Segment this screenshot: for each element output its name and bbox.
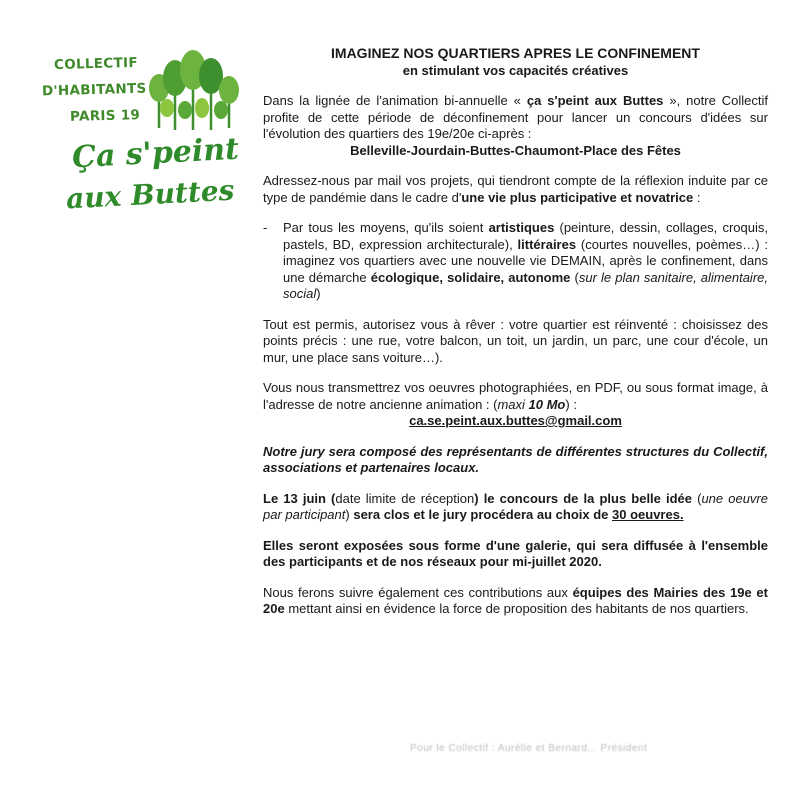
document-body — [263, 44, 768, 632]
bullet-t5: (courtes nouvelles, poèmes…) : imaginez vos quartiers avec une nouvelle vie DEMAIN, après le confinement, dans une démarche — [283, 236, 768, 285]
para4-text-a: Vous nous transmettrez vos oeuvres photographiées, en PDF, ou sous format image, à l'adresse de notre ancienne animation : ( — [263, 380, 768, 412]
logo-script-line2: aux Buttes — [65, 173, 236, 216]
bullet-scope: sur le plan sanitaire, alimentaire, social — [283, 269, 768, 301]
event-name: ça s'peint aux Buttes — [526, 93, 664, 108]
deadline-count: 30 oeuvres. — [612, 507, 684, 522]
bullet-literary: littéraires — [517, 236, 577, 252]
para2-text-a: Adressez-nous par mail vos projets, qui tiendront compte de la réflexion induite par ce type de pandémie dans le cadre d' — [263, 173, 768, 205]
mairies-teams: équipes des Mairies des 19e et 20e — [263, 584, 768, 616]
deadline-t5: ( — [692, 490, 702, 506]
bullet-t3: (peinture, dessin, collages, croquis, pastels, BD, expression architecturale), — [283, 220, 768, 252]
bullet-t1: Par tous les moyens, qu'ils soient — [283, 220, 489, 235]
bullet-t9: ) — [316, 286, 321, 301]
exhibition-paragraph — [263, 538, 768, 571]
deadline-t8: sera clos et le jury procédera au choix de — [353, 507, 613, 522]
jury-text: Notre jury sera composé des représentants de différentes structures du Collectif, associations et partenaires locaux. — [263, 443, 768, 475]
deadline-note: date limite de réception — [335, 490, 475, 506]
para2-text-c: : — [693, 189, 701, 205]
para4-size-limit: 10 Mo — [528, 396, 566, 412]
logo-paris-text: PARIS 19 — [69, 107, 141, 125]
mairies-paragraph — [263, 585, 768, 618]
collectif-logo — [30, 48, 250, 228]
logo-collectif-text: COLLECTIF — [53, 54, 139, 74]
exhibition-text: Elles seront exposées sous forme d'une galerie, qui sera diffusée à l'ensemble des participants et de nos réseaux pour mi-juillet 2020. — [263, 537, 768, 569]
signature-line: Pour le Collectif : Aurélie et Bernard... Président — [410, 743, 648, 754]
trees-icon — [145, 48, 245, 133]
para4-text-d: ) : — [565, 396, 577, 412]
logo-script-line1: Ça s'peint — [71, 131, 240, 176]
list-item — [263, 220, 768, 303]
logo-habitants-text: D'HABITANTS — [41, 80, 147, 100]
bullet-values: écologique, solidaire, autonome — [370, 269, 571, 285]
imagination-paragraph: Tout est permis, autorisez vous à rêver : votre quartier est réinventé : choisissez des points précis : une rue, votre balcon, un toit, un jardin, un parc, une cour d'école, un mur, une place sans voiture…). — [263, 316, 768, 365]
deadline-t7: ) — [345, 507, 354, 522]
page-title: IMAGINEZ NOS QUARTIERS APRES LE CONFINEMENT — [331, 45, 700, 61]
deadline-one-per: une oeuvre par participant — [263, 490, 768, 522]
submission-paragraph — [263, 173, 768, 206]
deadline-contest: le concours de la plus belle idée — [483, 490, 693, 506]
bullet-artistic: artistiques — [488, 220, 555, 235]
deadline-date: Le 13 juin ( — [263, 490, 336, 506]
transmission-paragraph — [263, 380, 768, 430]
bullet-text — [283, 220, 768, 303]
bullet-t7: ( — [570, 269, 579, 285]
bullet-dash: - — [263, 220, 268, 235]
intro-paragraph — [263, 93, 768, 159]
intro-text-c: », notre Collectif profite de cette période de déconfinement pour lancer un concours d'idées sur l'évolution des quartiers des 19e/20e ci-après : — [263, 93, 768, 141]
mairies-t3: mettant ainsi en évidence la force de proposition des habitants de nos quartiers. — [284, 601, 749, 616]
deadline-paragraph — [263, 491, 768, 524]
jury-paragraph — [263, 444, 768, 477]
page-subtitle: en stimulant vos capacités créatives — [402, 63, 629, 78]
deadline-t3: ) — [474, 490, 484, 506]
mairies-t1: Nous ferons suivre également ces contributions aux — [263, 584, 573, 600]
para2-emphasis: une vie plus participative et novatrice — [461, 189, 694, 205]
intro-text-a: Dans la lignée de l'animation bi-annuelle « — [263, 93, 527, 108]
neighborhoods-list: Belleville-Jourdain-Buttes-Chaumont-Place des Fêtes — [350, 142, 681, 158]
para4-maxi: maxi — [497, 396, 529, 412]
email-link[interactable]: ca.se.peint.aux.buttes@gmail.com — [409, 413, 622, 428]
